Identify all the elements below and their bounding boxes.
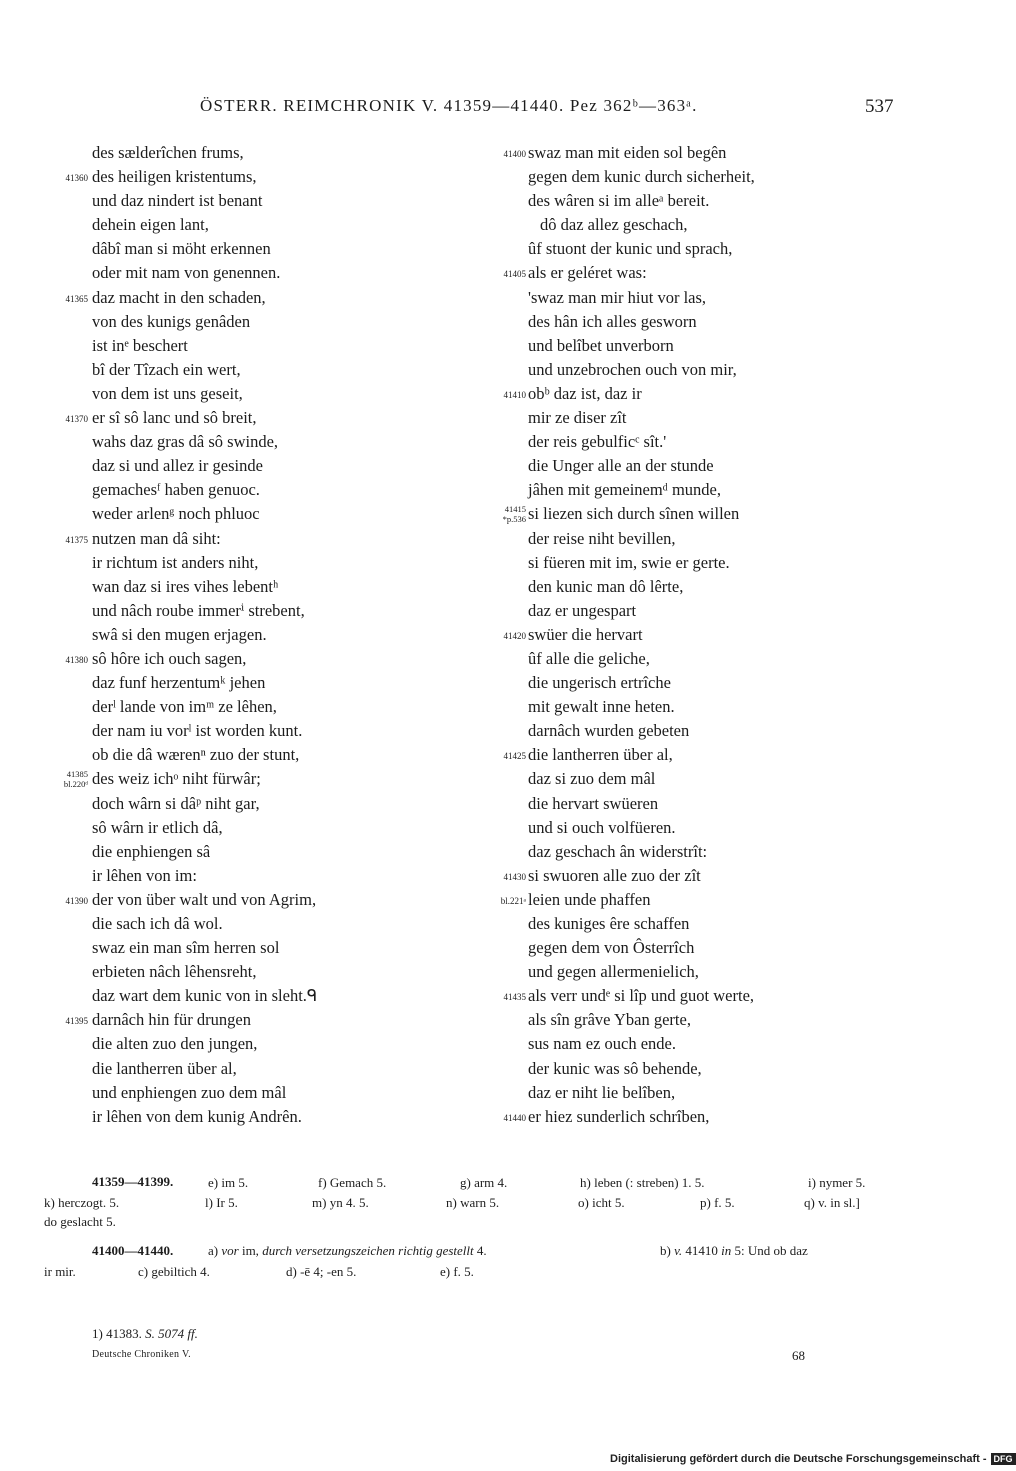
verse-line bbox=[478, 1008, 898, 1032]
verse-line bbox=[478, 213, 898, 237]
verse-line bbox=[40, 406, 470, 430]
line-number: 41410 bbox=[503, 389, 526, 400]
verse-line bbox=[478, 237, 898, 261]
verse-line bbox=[478, 261, 898, 285]
verse-text: die lantherren über al, bbox=[528, 745, 673, 765]
footnote-entry: q) v. in sl.] bbox=[804, 1195, 860, 1210]
verse-line bbox=[478, 1105, 898, 1129]
verse-text: als sîn grâve Yban gerte, bbox=[528, 1010, 691, 1030]
verse-line bbox=[478, 406, 898, 430]
verse-text: swaz man mit eiden sol begên bbox=[528, 143, 727, 162]
verse-line bbox=[40, 527, 470, 551]
verse-text: gegen dem von Ôsterrîch bbox=[528, 938, 695, 958]
line-number: 41380 bbox=[65, 654, 88, 665]
line-number: bl.221ᵃ bbox=[500, 895, 526, 906]
verse-text: daz funf herzentumᵏ jehen bbox=[92, 673, 266, 693]
verse-line bbox=[478, 960, 898, 984]
verse-line bbox=[40, 840, 470, 864]
running-title: ÖSTERR. REIMCHRONIK V. 41359—41440. Pez 362ᵇ—363ᵃ. bbox=[200, 96, 698, 115]
line-number: 41365 bbox=[65, 293, 88, 304]
verse-line bbox=[478, 165, 898, 189]
verse-text: von dem ist uns geseit, bbox=[92, 383, 243, 403]
verse-line bbox=[40, 960, 470, 984]
verse-text: des sælderîchen frums, bbox=[92, 143, 244, 162]
series-signature: Deutsche Chroniken V. bbox=[92, 1349, 191, 1360]
verse-text: oder mit nam von genennen. bbox=[92, 263, 281, 283]
left-verse-column bbox=[40, 141, 470, 1129]
footnote-entry: m) yn 4. 5. bbox=[312, 1195, 369, 1210]
verse-text: die hervart swüeren bbox=[528, 793, 659, 813]
verse-line bbox=[478, 840, 898, 864]
verse-text: ir richtum ist anders niht, bbox=[92, 552, 259, 572]
verse-text: daz er ungespart bbox=[528, 600, 637, 620]
verse-text: bî der Tîzach ein wert, bbox=[92, 359, 241, 379]
verse-line bbox=[478, 695, 898, 719]
verse-line bbox=[478, 792, 898, 816]
verse-text: daz wart dem kunic von in sleht.ᑫ bbox=[92, 986, 318, 1006]
verse-line bbox=[478, 430, 898, 454]
verse-text: darnâch hin für drungen bbox=[92, 1010, 251, 1030]
verse-line bbox=[40, 502, 470, 526]
verse-text: die Unger alle an der stunde bbox=[528, 456, 714, 476]
verse-line bbox=[40, 816, 470, 840]
verse-text: des wâren si im alleᵃ bereit. bbox=[528, 191, 710, 211]
verse-text: und daz nindert ist benant bbox=[92, 191, 263, 211]
line-number: 41360 bbox=[65, 173, 88, 184]
verse-line bbox=[478, 888, 898, 912]
verse-text: ob die dâ wærenⁿ zuo der stunt, bbox=[92, 745, 300, 765]
verse-text: derˡ lande von imᵐ ze lêhen, bbox=[92, 697, 277, 717]
line-number: 41405 bbox=[503, 269, 526, 280]
verse-line bbox=[40, 1008, 470, 1032]
verse-text: swâ si den mugen erjagen. bbox=[92, 624, 267, 644]
verse-text: von des kunigs genâden bbox=[92, 311, 251, 331]
verse-line bbox=[478, 647, 898, 671]
verse-line bbox=[40, 1105, 470, 1129]
verse-text: dehein eigen lant, bbox=[92, 215, 209, 235]
verse-line bbox=[40, 1081, 470, 1105]
verse-text: des heiligen kristentums, bbox=[92, 167, 257, 187]
verse-line bbox=[478, 1081, 898, 1105]
verse-text: swaz ein man sîm herren sol bbox=[92, 938, 280, 958]
verse-text: und belîbet unverborn bbox=[528, 335, 674, 355]
verse-line bbox=[478, 189, 898, 213]
verse-line bbox=[40, 888, 470, 912]
verse-line bbox=[40, 213, 470, 237]
verse-text: und enphiengen zuo dem mâl bbox=[92, 1082, 287, 1102]
verse-line bbox=[478, 310, 898, 334]
verse-text: daz si zuo dem mâl bbox=[528, 769, 656, 789]
verse-line bbox=[478, 141, 898, 165]
verse-text: si swuoren alle zuo der zît bbox=[528, 865, 701, 885]
verse-line bbox=[40, 623, 470, 647]
verse-line bbox=[478, 671, 898, 695]
verse-line bbox=[478, 936, 898, 960]
page-number: 537 bbox=[865, 96, 894, 117]
verse-line bbox=[478, 334, 898, 358]
verse-text: ûf alle die geliche, bbox=[528, 648, 650, 668]
line-number: 41385 bl.220ᵈ bbox=[63, 769, 88, 790]
footnote-entry: o) icht 5. bbox=[578, 1195, 625, 1210]
verse-line bbox=[478, 382, 898, 406]
line-number: 41395 bbox=[65, 1016, 88, 1027]
verse-text: nutzen man dâ siht: bbox=[92, 528, 221, 548]
verse-text: der reis gebulficᶜ sît.' bbox=[528, 432, 667, 452]
verse-line bbox=[478, 1032, 898, 1056]
footnote-entry: c) gebiltich 4. bbox=[138, 1264, 210, 1279]
verse-text: sus nam ez ouch ende. bbox=[528, 1034, 676, 1054]
footnote-entry-a: a) vor im, durch versetzungszeichen richtig gestellt 4. bbox=[208, 1243, 487, 1258]
verse-line bbox=[40, 334, 470, 358]
right-verse-column bbox=[478, 141, 898, 1129]
verse-line bbox=[478, 816, 898, 840]
verse-line bbox=[40, 237, 470, 261]
line-number: 41425 bbox=[503, 751, 526, 762]
footnote-entry: g) arm 4. bbox=[460, 1175, 508, 1190]
verse-line bbox=[40, 430, 470, 454]
verse-line bbox=[478, 912, 898, 936]
verse-text: 'swaz man mir hiut vor las, bbox=[528, 287, 707, 307]
verse-text: gemachesᶠ haben genuoc. bbox=[92, 480, 260, 500]
line-number: 41400 bbox=[503, 149, 526, 159]
verse-text: die lantherren über al, bbox=[92, 1058, 237, 1078]
verse-text: si füeren mit im, swie er gerte. bbox=[528, 552, 730, 572]
verse-line bbox=[478, 984, 898, 1008]
verse-line bbox=[478, 599, 898, 623]
footnote-entry: do geslacht 5. bbox=[44, 1214, 116, 1229]
footnote-range-label: 41400—41440. bbox=[92, 1243, 174, 1258]
verse-line bbox=[40, 1032, 470, 1056]
verse-text: daz er niht lie belîben, bbox=[528, 1082, 676, 1102]
verse-line bbox=[478, 767, 898, 791]
verse-line bbox=[40, 551, 470, 575]
verse-text: leien unde phaffen bbox=[528, 889, 651, 909]
verse-text: jâhen mit gemeinemᵈ munde, bbox=[528, 480, 721, 500]
verse-text: ir lêhen von im: bbox=[92, 865, 197, 885]
line-number: 41435 bbox=[503, 992, 526, 1003]
verse-text: und gegen allermenielich, bbox=[528, 962, 699, 982]
verse-text: als er geléret was: bbox=[528, 263, 647, 283]
verse-text: die enphiengen sâ bbox=[92, 841, 211, 861]
verse-line bbox=[40, 864, 470, 888]
verse-text: daz geschach ân widerstrît: bbox=[528, 841, 708, 861]
verse-text: der nam iu vorˡ ist worden kunt. bbox=[92, 721, 303, 741]
verse-text: er sî sô lanc und sô breit, bbox=[92, 408, 257, 428]
verse-text: der kunic was sô behende, bbox=[528, 1058, 702, 1078]
verse-line bbox=[478, 623, 898, 647]
verse-text: und si ouch volfüeren. bbox=[528, 817, 676, 837]
verse-text: weder arlenᵍ noch phluoc bbox=[92, 504, 260, 524]
verse-line bbox=[40, 261, 470, 285]
verse-text: der reise niht bevillen, bbox=[528, 528, 676, 548]
verse-line bbox=[40, 165, 470, 189]
verse-text: darnâch wurden gebeten bbox=[528, 721, 690, 741]
footnote-entry: i) nymer 5. bbox=[808, 1175, 866, 1190]
funding-text: Digitalisierung gefördert durch die Deutsche Forschungsgemeinschaft - bbox=[610, 1453, 987, 1465]
verse-line bbox=[478, 1057, 898, 1081]
verse-line bbox=[40, 936, 470, 960]
verse-text: dô daz allez geschach, bbox=[540, 215, 688, 235]
verse-text: erbieten nâch lêhensreht, bbox=[92, 962, 257, 982]
footnote-entry: p) f. 5. bbox=[700, 1195, 735, 1210]
verse-text: des kuniges êre schaffen bbox=[528, 914, 690, 933]
sheet-number: 68 bbox=[792, 1348, 805, 1363]
verse-line bbox=[40, 382, 470, 406]
verse-line bbox=[40, 743, 470, 767]
verse-line bbox=[478, 286, 898, 310]
verse-line bbox=[40, 647, 470, 671]
verse-line bbox=[478, 743, 898, 767]
verse-line bbox=[40, 792, 470, 816]
footnote-entry: l) Ir 5. bbox=[205, 1195, 238, 1210]
verse-text: die ungerisch ertrîche bbox=[528, 673, 671, 693]
footnote-entry: f) Gemach 5. bbox=[318, 1175, 387, 1190]
verse-text: ir lêhen von dem kunig Andrên. bbox=[92, 1106, 302, 1126]
verse-text: swüer die hervart bbox=[528, 624, 643, 644]
verse-text: dâbî man si möht erkennen bbox=[92, 239, 271, 259]
verse-line bbox=[478, 575, 898, 599]
footnote-entry: h) leben (: streben) 1. 5. bbox=[580, 1175, 705, 1190]
verse-text: mit gewalt inne heten. bbox=[528, 697, 675, 717]
verse-line bbox=[40, 189, 470, 213]
verse-line bbox=[40, 141, 470, 165]
line-number: 41420 bbox=[503, 630, 526, 641]
verse-line bbox=[478, 478, 898, 502]
verse-text: als verr undᵉ si lîp und guot werte, bbox=[528, 986, 755, 1006]
verse-text: die sach ich dâ wol. bbox=[92, 914, 223, 933]
verse-line bbox=[40, 767, 470, 791]
verse-line bbox=[40, 286, 470, 310]
line-number: 41430 bbox=[503, 871, 526, 882]
verse-text: doch wârn si dâᵖ niht gar, bbox=[92, 793, 260, 813]
line-number: 41390 bbox=[65, 895, 88, 906]
verse-text: daz si und allez ir gesinde bbox=[92, 456, 263, 476]
footnote-entry: n) warn 5. bbox=[446, 1195, 500, 1210]
verse-line bbox=[40, 671, 470, 695]
verse-text: daz macht in den schaden, bbox=[92, 287, 266, 307]
line-number: 41375 bbox=[65, 534, 88, 545]
verse-text: den kunic man dô lêrte, bbox=[528, 576, 684, 596]
line-number: 41415 *p.536 bbox=[502, 504, 526, 525]
verse-line bbox=[40, 358, 470, 382]
verse-text: wahs daz gras dâ sô swinde, bbox=[92, 432, 279, 452]
verse-text: obᵇ daz ist, daz ir bbox=[528, 383, 642, 403]
verse-text: si liezen sich durch sînen willen bbox=[528, 504, 740, 524]
verse-line bbox=[40, 912, 470, 936]
verse-line bbox=[40, 984, 470, 1008]
footnote-entry: e) im 5. bbox=[208, 1175, 249, 1190]
verse-text: sô hôre ich ouch sagen, bbox=[92, 648, 247, 668]
line-number: 41440 bbox=[503, 1112, 526, 1123]
verse-line bbox=[40, 310, 470, 334]
verse-line bbox=[478, 358, 898, 382]
verse-text: ist inᵉ beschert bbox=[92, 335, 188, 355]
verse-line bbox=[40, 695, 470, 719]
verse-line bbox=[478, 454, 898, 478]
verse-line bbox=[478, 502, 898, 526]
verse-text: und nâch roube immerⁱ strebent, bbox=[92, 600, 305, 620]
footnote-entry: d) -ē 4; -en 5. bbox=[286, 1264, 357, 1279]
verse-text: der von über walt und von Agrim, bbox=[92, 889, 317, 909]
verse-text: er hiez sunderlich schrîben, bbox=[528, 1106, 710, 1126]
verse-text: des hân ich alles gesworn bbox=[528, 311, 697, 331]
verse-text: und unzebrochen ouch von mir, bbox=[528, 359, 737, 379]
verse-line bbox=[40, 719, 470, 743]
verse-line bbox=[478, 527, 898, 551]
dfg-logo: DFG bbox=[991, 1453, 1016, 1465]
verse-line bbox=[478, 864, 898, 888]
footnote-entry: ir mir. bbox=[44, 1264, 76, 1279]
footnote-range-label: 41359—41399. bbox=[92, 1174, 174, 1189]
footnote-entry: e) f. 5. bbox=[440, 1264, 474, 1279]
reference-note: 1) 41383. S. 5074 ff. bbox=[92, 1326, 198, 1341]
verse-line bbox=[40, 1057, 470, 1081]
verse-text: wan daz si ires vihes lebentʰ bbox=[92, 576, 279, 596]
line-number: 41370 bbox=[65, 414, 88, 425]
verse-line bbox=[40, 454, 470, 478]
footnote-entry-b: b) v. 41410 in 5: Und ob daz bbox=[660, 1243, 808, 1258]
verse-line bbox=[40, 599, 470, 623]
verse-line bbox=[40, 575, 470, 599]
verse-line bbox=[478, 551, 898, 575]
verse-text: gegen dem kunic durch sicherheit, bbox=[528, 167, 755, 187]
verse-text: des weiz ichᵒ niht fürwâr; bbox=[92, 769, 261, 789]
footnote-entry: k) herczogt. 5. bbox=[44, 1195, 120, 1210]
verse-text: mir ze diser zît bbox=[528, 408, 627, 428]
funding-banner bbox=[610, 1453, 1016, 1465]
verse-text: die alten zuo den jungen, bbox=[92, 1034, 258, 1054]
verse-text: sô wârn ir etlich dâ, bbox=[92, 817, 223, 837]
verse-text: ûf stuont der kunic und sprach, bbox=[528, 239, 733, 259]
verse-line bbox=[40, 478, 470, 502]
verse-line bbox=[478, 719, 898, 743]
